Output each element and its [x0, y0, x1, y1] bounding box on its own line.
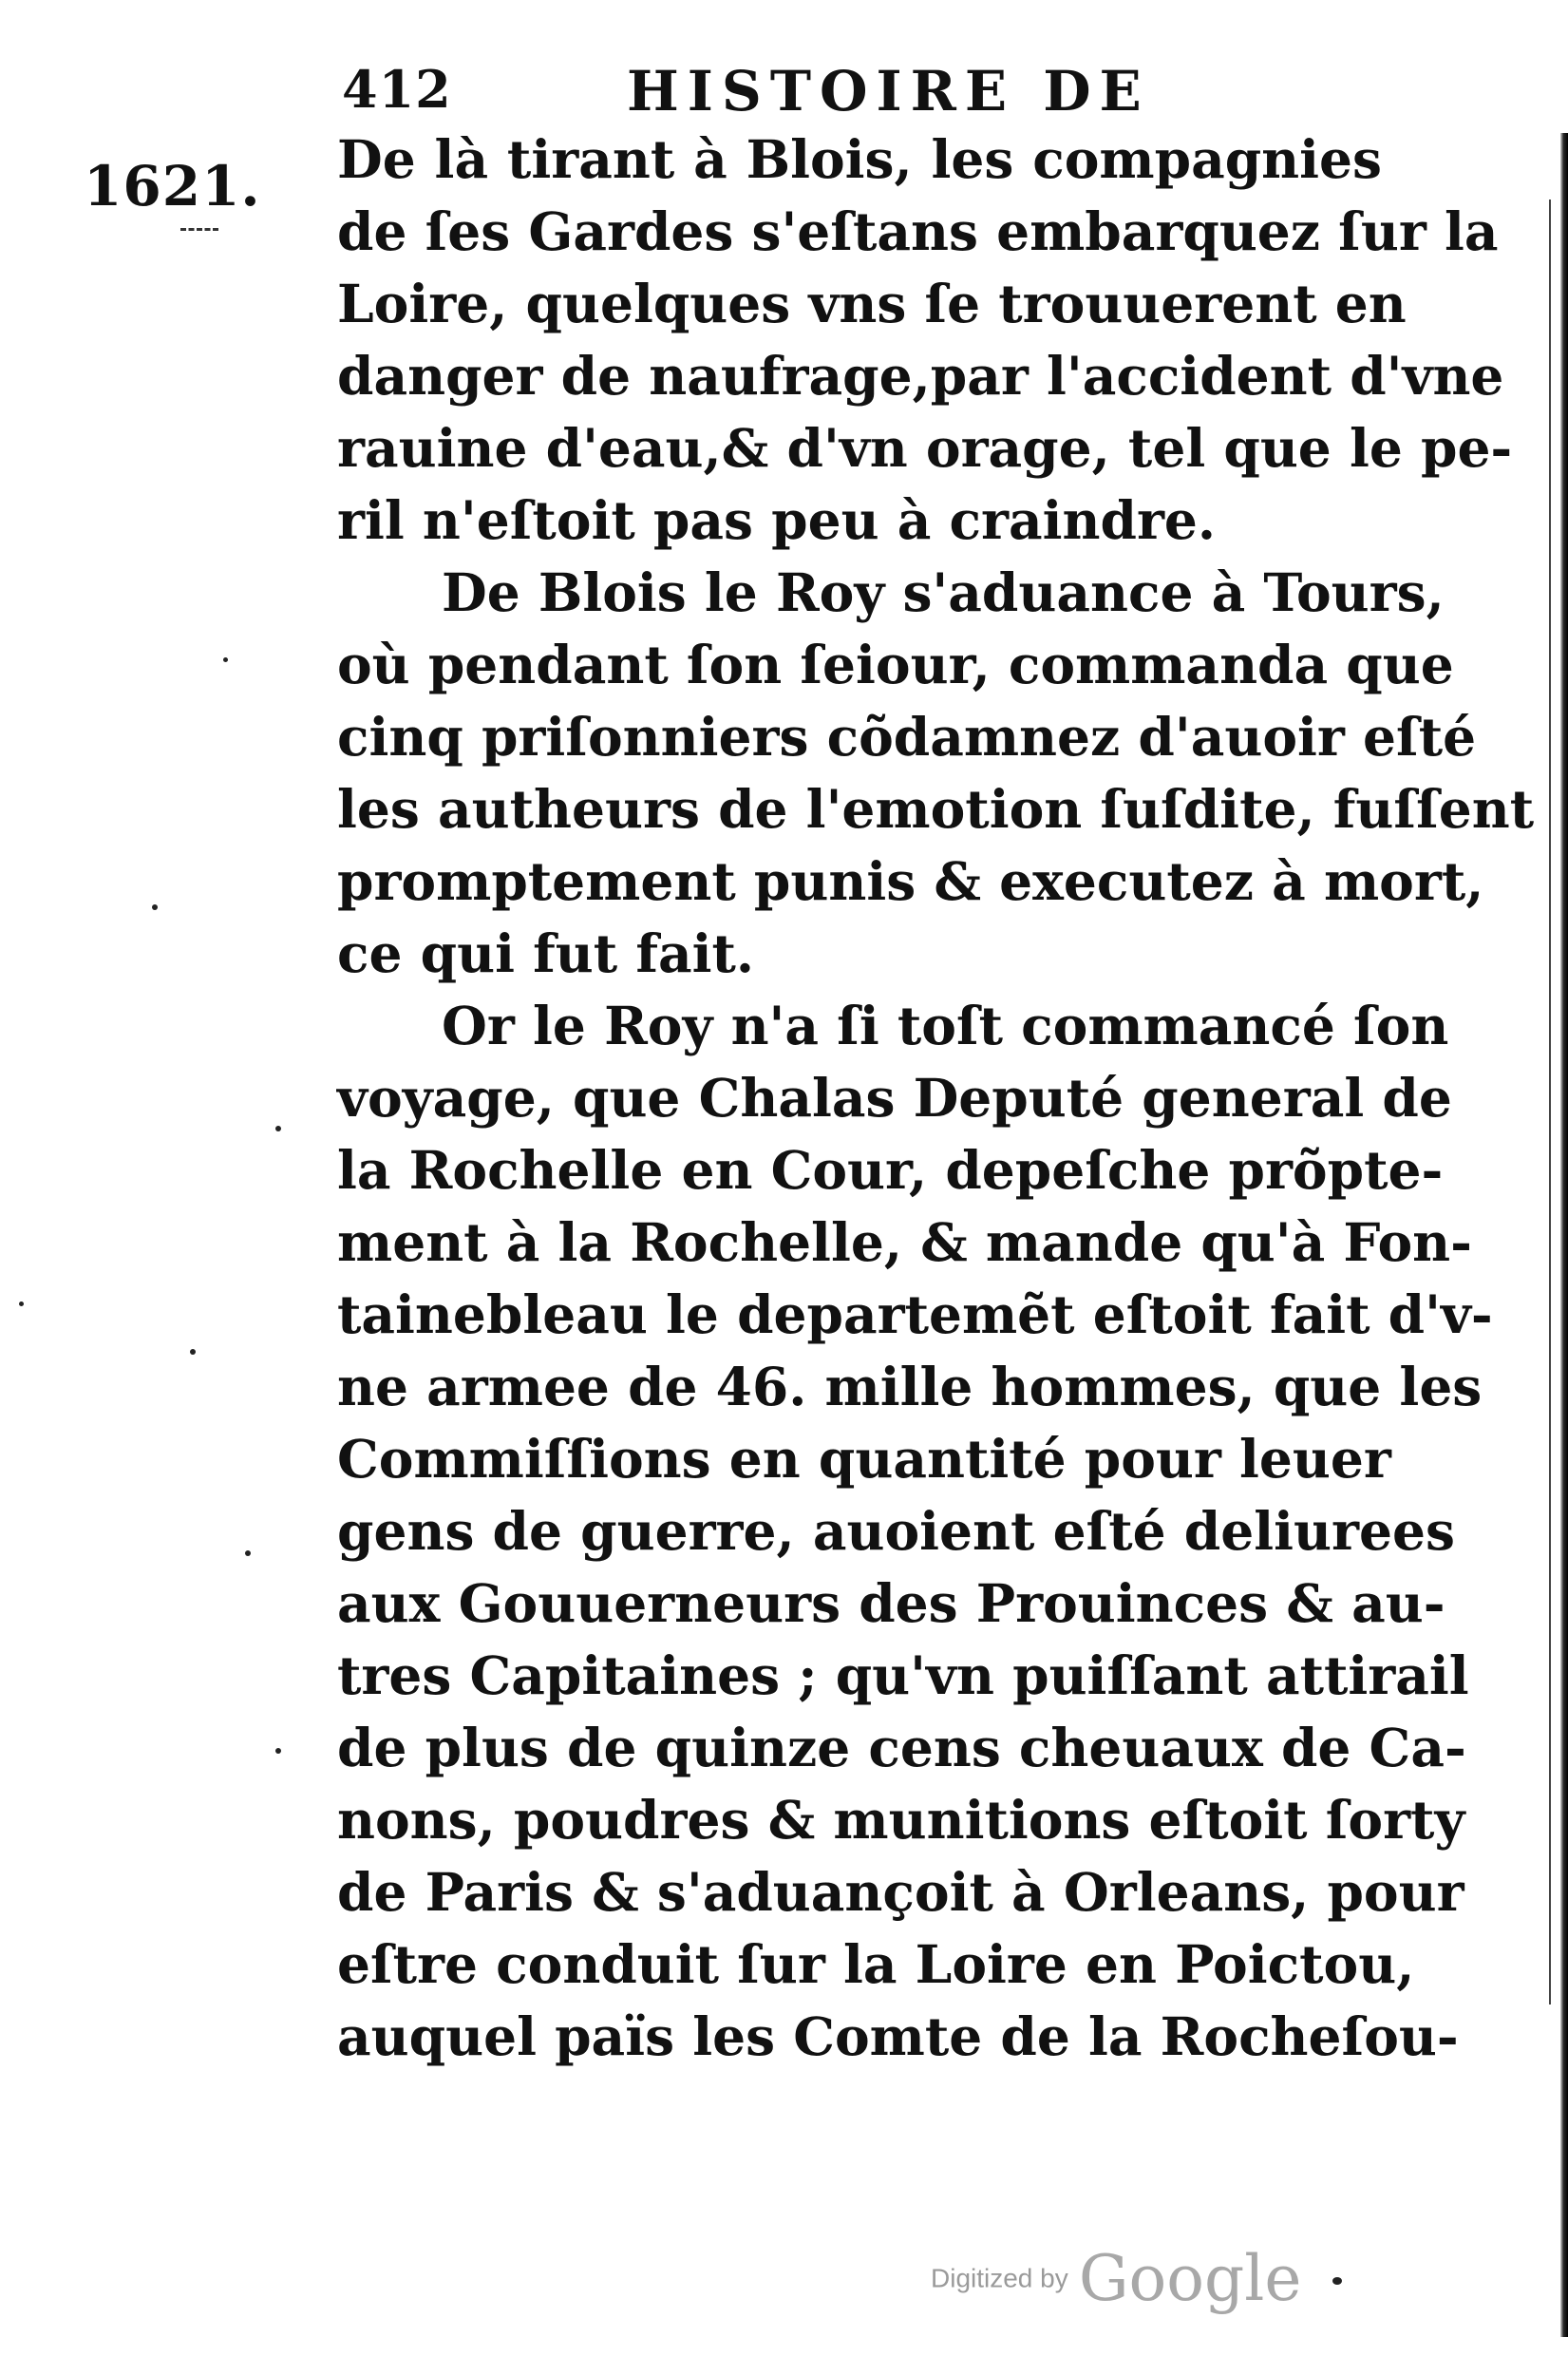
scan-speck	[275, 1748, 281, 1754]
margin-divider	[180, 228, 218, 231]
text-line: de ſes Gardes s'eſtans embarquez ſur la	[337, 200, 1499, 262]
scan-speck	[223, 657, 228, 662]
text-line: promptement punis & executez à mort,	[337, 850, 1484, 912]
text-line: de Paris & s'aduançoit à Orleans, pour	[337, 1861, 1464, 1923]
scan-speck	[190, 1349, 196, 1355]
body-text	[337, 124, 1535, 2073]
text-line: cinq priſonniers cõdamnez d'auoir eſté	[337, 706, 1477, 768]
text-line: Or le Roy n'a ſi toſt commancé ſon	[442, 995, 1449, 1056]
text-line: Loire, quelques vns ſe trouuerent en	[337, 273, 1407, 334]
text-line: où pendant ſon ſeiour, commanda que	[337, 634, 1454, 695]
text-line: de plus de quinze cens cheuaux de Ca-	[337, 1717, 1466, 1778]
page-binding-edge	[1560, 133, 1568, 2337]
text-line: aux Gouuerneurs des Prouinces & au-	[337, 1572, 1445, 1634]
page-number: 412	[342, 59, 452, 120]
scan-speck	[19, 1302, 24, 1306]
text-line: auquel païs les Comte de la Rocheſou-	[337, 2005, 1459, 2067]
text-line: De là tirant à Blois, les compagnies	[337, 128, 1382, 190]
text-line: eſtre conduit ſur la Loire en Poictou,	[337, 1933, 1415, 1995]
text-line: De Blois le Roy s'aduance à Tours,	[442, 561, 1445, 623]
text-line: ne armee de 46. mille hommes, que les	[337, 1356, 1483, 1417]
google-logo: Google	[1078, 2242, 1302, 2315]
text-line: nons, poudres & munitions eſtoit ſorty	[337, 1789, 1465, 1851]
text-line: danger de naufrage,par l'accident d'vne	[337, 345, 1504, 407]
text-line: gens de guerre, auoient eſté deliurees	[337, 1500, 1455, 1562]
text-line: Commiſſions en quantité pour leuer	[337, 1428, 1391, 1490]
scan-speck	[245, 1550, 251, 1556]
text-line: tainebleau le departemẽt eſtoit fait d'v-	[337, 1283, 1493, 1345]
margin-year-note: 1621.	[84, 154, 261, 218]
text-line: tres Capitaines ; qu'vn puiſſant attirail	[337, 1644, 1469, 1706]
text-line: les autheurs de l'emotion ſuſdite, fuſſent	[337, 778, 1535, 840]
scan-speck	[275, 1126, 281, 1131]
running-head: HISTOIRE DE	[627, 59, 1150, 124]
digitized-watermark	[931, 2242, 1301, 2318]
scan-speck	[1332, 2277, 1342, 2285]
text-line: la Rochelle en Cour, depeſche prõpte-	[337, 1139, 1444, 1201]
text-line: ment à la Rochelle, & mande qu'à Fon-	[337, 1211, 1472, 1273]
watermark-prefix: Digitized by	[931, 2263, 1068, 2293]
text-line: voyage, que Chalas Deputé general de	[337, 1067, 1452, 1129]
text-line: rauine d'eau,& d'vn orage, tel que le pe-	[337, 417, 1513, 479]
page-edge-line	[1549, 200, 1551, 2004]
scan-speck	[152, 904, 158, 910]
text-line: ce qui fut fait.	[337, 922, 755, 984]
text-line: ril n'eſtoit pas peu à craindre.	[337, 489, 1217, 551]
